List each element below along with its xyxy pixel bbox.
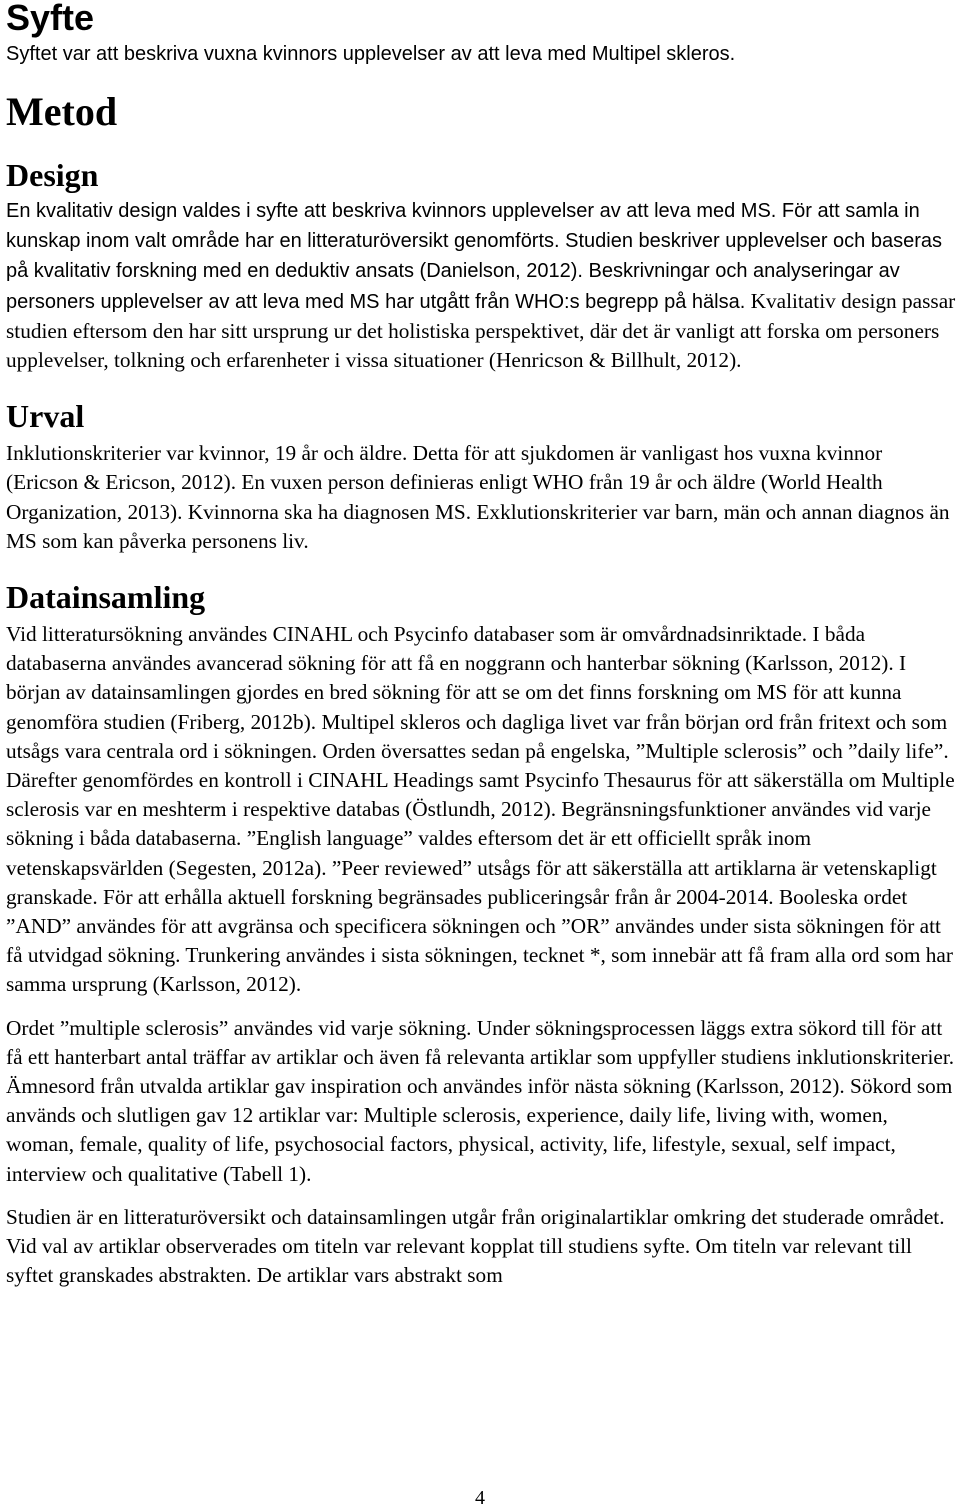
heading-urval: Urval: [6, 398, 85, 435]
datainsamling-paragraph-3: Studien är en litteraturöversikt och datainsamlingen utgår från originalartiklar omkring det studerade området. Vid val av artiklar observerades om titeln var relevant kopplat till studiens syfte. Om titeln var relevant till syftet granskades abstrakten. De artiklar vars abstrakt som: [6, 1204, 945, 1288]
heading-syfte: Syfte: [6, 0, 95, 38]
design-text-part1: En kvalitativ design valdes i syfte att beskriva kvinnors upplevelser av att leva med MS. För att samla in kunskap inom valt område har en litteraturöversikt genomförts. Studien beskriver upplevelser och baseras på kvalitativ forskning med en deduktiv ansats (Danielson, 2012). Beskrivningar och analyseringar av personers upplevelser av att leva med MS har utgått från WHO:s begrepp på hälsa.: [6, 200, 943, 313]
heading-metod: Metod: [6, 89, 118, 134]
syfte-text: Syftet var att beskriva vuxna kvinnors upplevelser av att leva med Multipel skleros.: [6, 43, 736, 65]
datainsamling-paragraph-1: Vid litteratursökning användes CINAHL och Psycinfo databaser som är omvårdnadsinriktade. I båda databaserna användes avancerad sökning för att få en noggrann och hanterbar sökning (Karlsson, 2012). I början av datainsamlingen gjordes en bred sökning för att se om det finns forskning om MS för att kunna genomföra studien (Friberg, 2012b). Multipel skleros och dagliga livet var från början ord från fritext och som utsågs vara centrala ord i sökningen. Orden översattes sedan på engelska, ”Multiple sclerosis” och ”daily life”. Därefter genomfördes en kontroll i CINAHL Headings samt Psycinfo Thesaurus för att säkerställa om Multiple sclerosis var en meshterm i respektive databas (Östlundh, 2012). Begränsningsfunktioner användes vid varje sökning i båda databaserna. ”English language” valdes eftersom det är ett officiellt språk inom vetenskapsvärlden (Segesten, 2012a). ”Peer reviewed” utsågs för att säkerställa att artiklarna är vetenskapligt granskade. För att erhålla aktuell forskning begränsades publiceringsår från år 2004-2014. Booleska ordet ”AND” användes för att avgränsa och specificera sökningen och ”OR” användes under sista sökningen för att få utvidgad sökning. Trunkering användes i sista sökningen, tecknet *, som innebär att få fram alla ord som har samma ursprung (Karlsson, 2012).: [6, 622, 955, 997]
page-number: 4: [475, 1487, 485, 1509]
heading-design: Design: [6, 157, 99, 193]
heading-datainsamling: Datainsamling: [6, 579, 206, 616]
datainsamling-paragraph-2: Ordet ”multiple sclerosis” användes vid varje sökning. Under sökningsprocessen läggs extra sökord till för att få ett hanterbart antal träffar av artiklar och även få relevanta artiklar som uppfyller studiens inklutionskriterier. Ämnesord från utvalda artiklar gav inspiration och användes inför nästa sökning (Karlsson, 2012). Sökord som används och slutligen gav 12 artiklar var: Multiple sclerosis, experience, daily life, living with, women, woman, female, quality of life, psychosocial factors, physical, activity, life, lifestyle, sexual, self impact, interview och qualitative (Tabell 1).: [6, 1015, 955, 1186]
urval-text: Inklutionskriterier var kvinnor, 19 år och äldre. Detta för att sjukdomen är vanligast hos vuxna kvinnor (Ericson & Ericson, 2012). En vuxen person definieras enligt WHO från 19 år och äldre (World Health Organization, 2013). Kvinnorna ska ha diagnosen MS. Exklutionskriterier var barn, män och annan diagnos än MS som kan påverka personens liv.: [6, 441, 950, 553]
document-page: [6, 0, 958, 1291]
design-text-part2: Kvalitativ design passar studien eftersom den har sitt ursprung ur det holistiska perspektivet, där det är vanligt att forska om personers upplevelser, tolkning och erfarenheter i vissa situationer (Henricson & Billhult, 2012).: [6, 288, 956, 373]
design-text: [6, 196, 958, 375]
